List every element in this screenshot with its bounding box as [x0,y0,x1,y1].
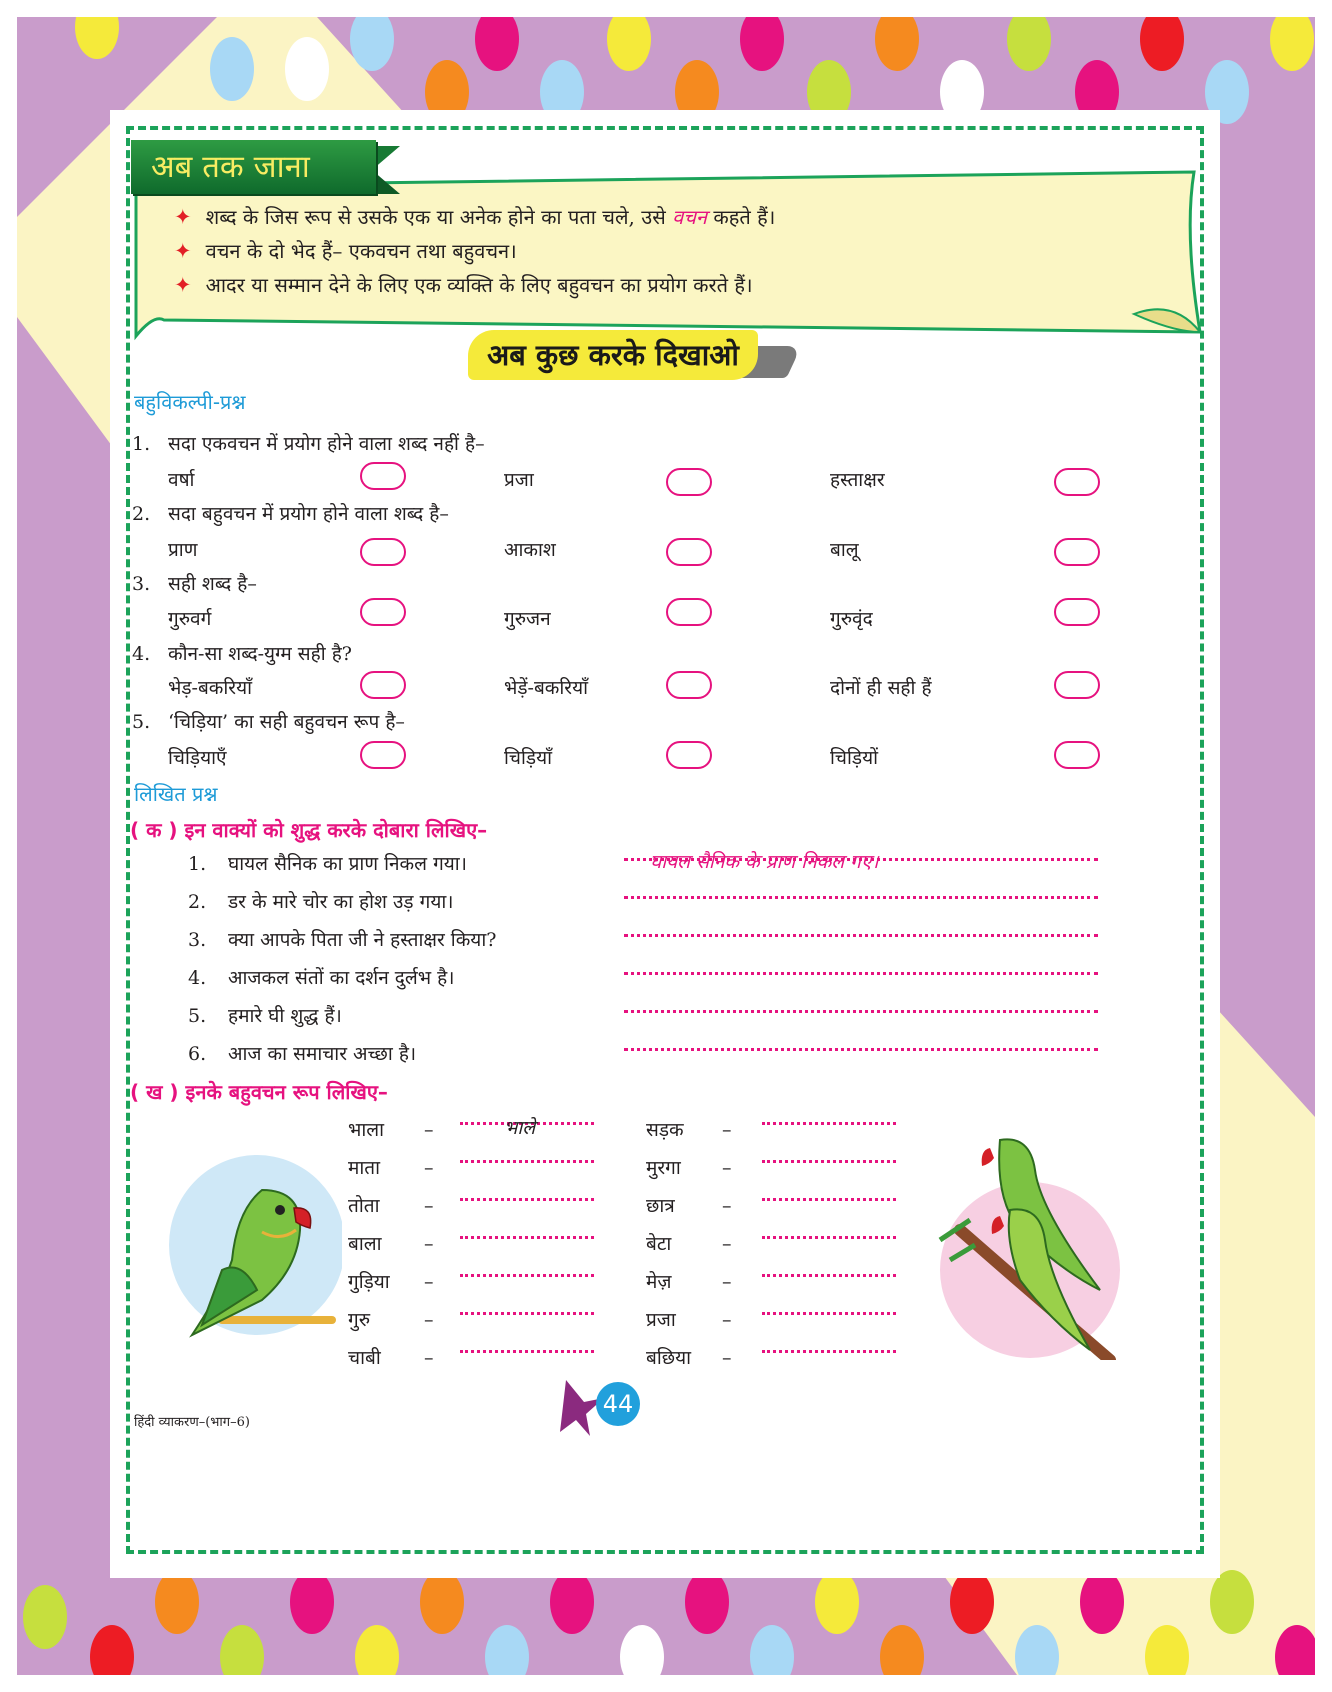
answer-oval[interactable] [1054,468,1100,496]
answer-line[interactable] [624,972,1098,975]
answer-line[interactable] [460,1198,594,1201]
answer-line[interactable] [460,1160,594,1163]
answer-oval[interactable] [360,462,406,490]
star-bullet-icon: ✦ [174,239,192,263]
answer-oval[interactable] [666,598,712,626]
answer-oval[interactable] [666,538,712,566]
answer-line[interactable] [460,1350,594,1353]
banner-ribbon-tail [372,146,400,194]
answer-line[interactable] [460,1274,594,1277]
written-heading: लिखित प्रश्न [134,782,218,806]
section-banner: अब तक जाना [131,140,376,194]
star-bullet-icon: ✦ [174,205,192,229]
answer-oval[interactable] [1054,538,1100,566]
answer-line[interactable] [624,1048,1098,1051]
mcq-heading: बहुविकल्पी-प्रश्न [134,390,246,414]
answer-oval[interactable] [360,538,406,566]
answer-oval[interactable] [666,671,712,699]
parrots-illustration-right [920,1120,1120,1360]
answer-oval[interactable] [360,741,406,769]
parrot-illustration-left [162,1150,342,1340]
answer-line[interactable] [460,1312,594,1315]
star-bullet-icon: ✦ [174,273,192,297]
highlight-term: वचन [672,205,707,229]
answer-line[interactable] [624,1010,1098,1013]
answer-oval[interactable] [666,741,712,769]
part-a-label: ( क ) इन वाक्यों को शुद्ध करके दोबारा लिखिए– [130,818,488,842]
answer-oval[interactable] [1054,741,1100,769]
rule-2: ✦ वचन के दो भेद हैं– एकवचन तथा बहुवचन। [174,239,517,263]
worksheet-page: ✦ शब्द के जिस रूप से उसके एक या अनेक होने का पता चले, उसे वचन कहते हैं। ✦ वचन के दो भेद हैं– एकवचन तथा बहुवचन। ✦ आदर या सम्मान देने के लिए एक व्यक्ति के लिए बहुवचन का प्रयोग करते हैं। अब तक जाना अब कुछ करके दिखाओ बहुविकल्पी-प्रश्न 1. सदा एकवचन में प्रयोग होने वाला शब्द नहीं है– वर्षा प्रजा हस्ताक्षर 2. सदा बहुवचन में प्रयोग होने वाला शब्द है– प्राण आकाश बालू 3. सही शब्द है– गुरुवर्ग गुरुजन गुरुवृंद 4. कौन-सा शब्द-युग्म सही है? भेड़-बकरियाँ भेड़ें-बकरियाँ दोनों ही सही हैं 5. ‘चिड़िया’ का सही बहुवचन रूप है– चिड़ियाएँ चिड़ियाँ चिड़ियों लिखित प्रश्न ( क ) इन वाक्यों को शुद्ध करके दोबारा लिखिए– 1. घायल सैनिक का प्राण निकल गया। घायल सैनिक के प्राण निकल गए। 2. डर के मारे चोर का होश उड़ गया। 3. क्या आपके पिता जी ने हस्ताक्षर किया? 4. आजकल संतों का दर्शन दुर्लभ है। 5. हमारे घी शुद्ध हैं। 6. आज का समाचार अच्छा है। ( ख ) इनके बहुवचन रूप लिखिए– भाला – भाले माता – तोता – बाला – गुड़िया – गुरु – चाबी – सड़क – मुरगा – छात्र – बेटा – मेज़ – प्रजा – बछिया – हिंदी व्याकरण–(भाग–6) 44 [110,110,1220,1578]
page-number: 44 [596,1382,640,1426]
answer-line[interactable] [624,934,1098,937]
answer-line[interactable] [762,1312,896,1315]
plural-answer: भाले [504,1117,536,1139]
rule-3: ✦ आदर या सम्मान देने के लिए एक व्यक्ति के लिए बहुवचन का प्रयोग करते हैं। [174,273,753,297]
answer-oval[interactable] [360,598,406,626]
answer-oval[interactable] [360,671,406,699]
activity-title: अब कुछ करके दिखाओ [468,330,758,380]
answer-oval[interactable] [666,468,712,496]
answer-oval[interactable] [1054,671,1100,699]
answer-line[interactable] [762,1350,896,1353]
footer-book-title: हिंदी व्याकरण–(भाग–6) [134,1415,250,1430]
written-answer: घायल सैनिक के प्राण निकल गए। [650,851,879,873]
answer-line[interactable] [762,1160,896,1163]
answer-line[interactable] [762,1236,896,1239]
answer-line[interactable] [624,896,1098,899]
answer-line[interactable] [762,1198,896,1201]
rule-1: ✦ शब्द के जिस रूप से उसके एक या अनेक होने का पता चले, उसे वचन कहते हैं। [174,205,776,229]
answer-oval[interactable] [1054,598,1100,626]
answer-line[interactable] [762,1122,896,1125]
answer-line[interactable] [460,1236,594,1239]
answer-line[interactable] [762,1274,896,1277]
part-b-label: ( ख ) इनके बहुवचन रूप लिखिए– [130,1080,388,1104]
